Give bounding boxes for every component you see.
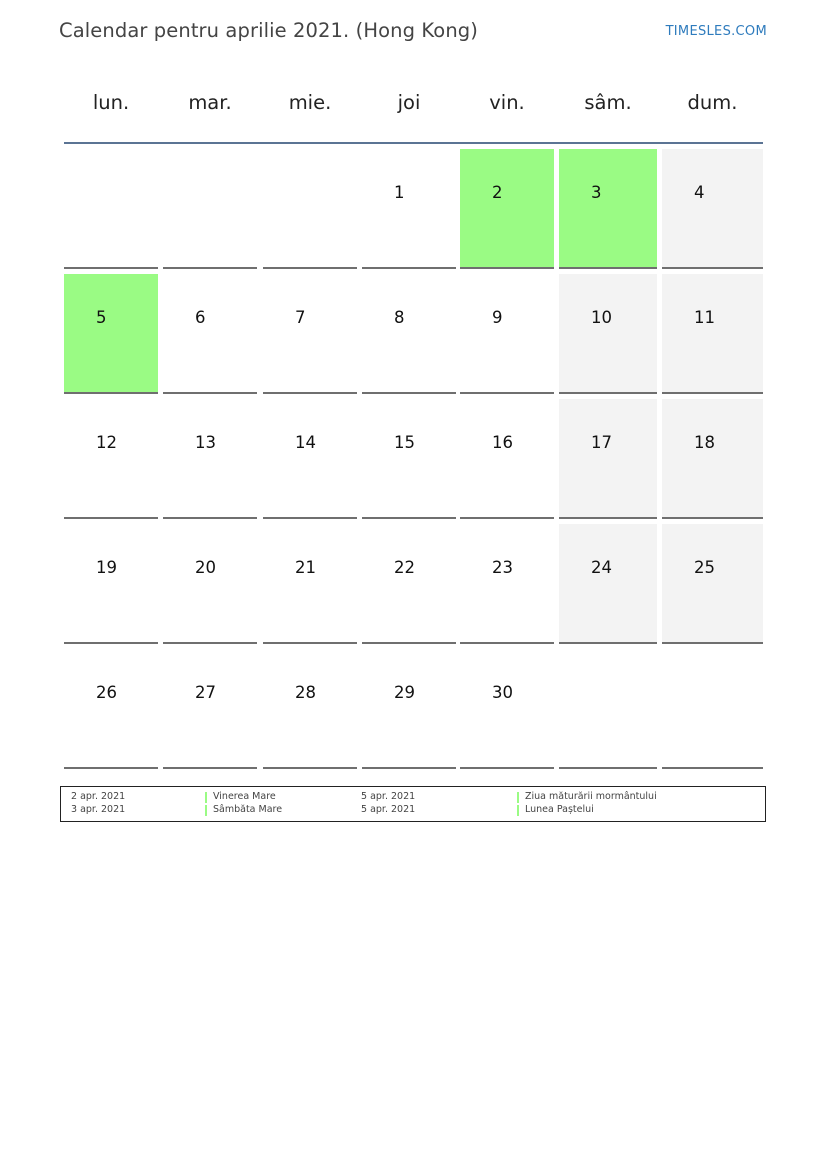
holiday-marker	[517, 805, 519, 816]
weekday-label: mie.	[288, 91, 332, 114]
day-cell	[362, 149, 456, 269]
day-number: 5	[96, 308, 107, 327]
day-cell	[64, 399, 158, 519]
day-cell	[362, 399, 456, 519]
empty-day-cell	[163, 149, 257, 269]
day-cell	[460, 149, 554, 269]
legend-holiday-name: Vinerea Mare	[213, 791, 276, 802]
weekday-label: mar.	[188, 91, 232, 114]
holiday-marker	[517, 792, 519, 803]
holiday-marker	[205, 792, 207, 803]
weekday-label: dum.	[687, 91, 738, 114]
brand-link[interactable]: TIMESLES.COM	[665, 24, 767, 39]
day-cell	[460, 649, 554, 769]
day-number: 30	[492, 683, 513, 702]
day-cell	[559, 274, 657, 394]
day-number: 9	[492, 308, 503, 327]
day-number: 17	[591, 433, 612, 452]
weekday-label: vin.	[489, 91, 525, 114]
day-cell	[263, 524, 357, 644]
day-number: 26	[96, 683, 117, 702]
legend-date: 5 apr. 2021	[361, 791, 416, 802]
day-number: 10	[591, 308, 612, 327]
legend-holiday-name: Lunea Paștelui	[525, 804, 594, 815]
day-cell	[559, 399, 657, 519]
day-cell	[362, 524, 456, 644]
legend-date: 5 apr. 2021	[361, 804, 416, 815]
day-number: 3	[591, 183, 602, 202]
day-number: 12	[96, 433, 117, 452]
day-cell	[662, 149, 763, 269]
day-cell	[163, 274, 257, 394]
day-cell	[662, 399, 763, 519]
day-cell	[460, 524, 554, 644]
day-number: 25	[694, 558, 715, 577]
day-cell	[460, 399, 554, 519]
day-number: 4	[694, 183, 705, 202]
legend-holiday-name: Sâmbăta Mare	[213, 804, 283, 815]
holiday-marker	[205, 805, 207, 816]
day-cell	[64, 649, 158, 769]
day-number: 19	[96, 558, 117, 577]
empty-day-cell	[263, 149, 357, 269]
day-cell	[64, 524, 158, 644]
day-cell	[662, 274, 763, 394]
empty-day-cell	[64, 149, 158, 269]
legend-date: 2 apr. 2021	[71, 791, 126, 802]
day-number: 18	[694, 433, 715, 452]
day-cell	[263, 649, 357, 769]
day-cell	[64, 274, 158, 394]
day-number: 24	[591, 558, 612, 577]
empty-day-cell	[662, 649, 763, 769]
day-number: 27	[195, 683, 216, 702]
day-cell	[263, 274, 357, 394]
holiday-legend	[60, 786, 766, 822]
day-number: 16	[492, 433, 513, 452]
day-number: 15	[394, 433, 415, 452]
day-number: 22	[394, 558, 415, 577]
day-number: 13	[195, 433, 216, 452]
day-number: 21	[295, 558, 316, 577]
day-number: 6	[195, 308, 206, 327]
day-cell	[163, 649, 257, 769]
day-number: 11	[694, 308, 715, 327]
day-number: 2	[492, 183, 503, 202]
weekday-label: sâm.	[584, 91, 632, 114]
legend-date: 3 apr. 2021	[71, 804, 126, 815]
weekday-label: joi	[397, 91, 421, 114]
day-number: 28	[295, 683, 316, 702]
day-cell	[362, 649, 456, 769]
day-number: 1	[394, 183, 405, 202]
day-cell	[362, 274, 456, 394]
day-number: 7	[295, 308, 306, 327]
day-number: 29	[394, 683, 415, 702]
day-number: 20	[195, 558, 216, 577]
day-number: 8	[394, 308, 405, 327]
weekday-label: lun.	[92, 91, 130, 114]
day-cell	[559, 524, 657, 644]
header-divider	[64, 142, 763, 144]
day-number: 14	[295, 433, 316, 452]
day-cell	[559, 149, 657, 269]
legend-holiday-name: Ziua măturării mormântului	[525, 791, 657, 802]
day-number: 23	[492, 558, 513, 577]
day-cell	[163, 399, 257, 519]
day-cell	[460, 274, 554, 394]
page-title: Calendar pentru aprilie 2021. (Hong Kong)	[59, 19, 478, 42]
day-cell	[263, 399, 357, 519]
day-cell	[662, 524, 763, 644]
empty-day-cell	[559, 649, 657, 769]
day-cell	[163, 524, 257, 644]
